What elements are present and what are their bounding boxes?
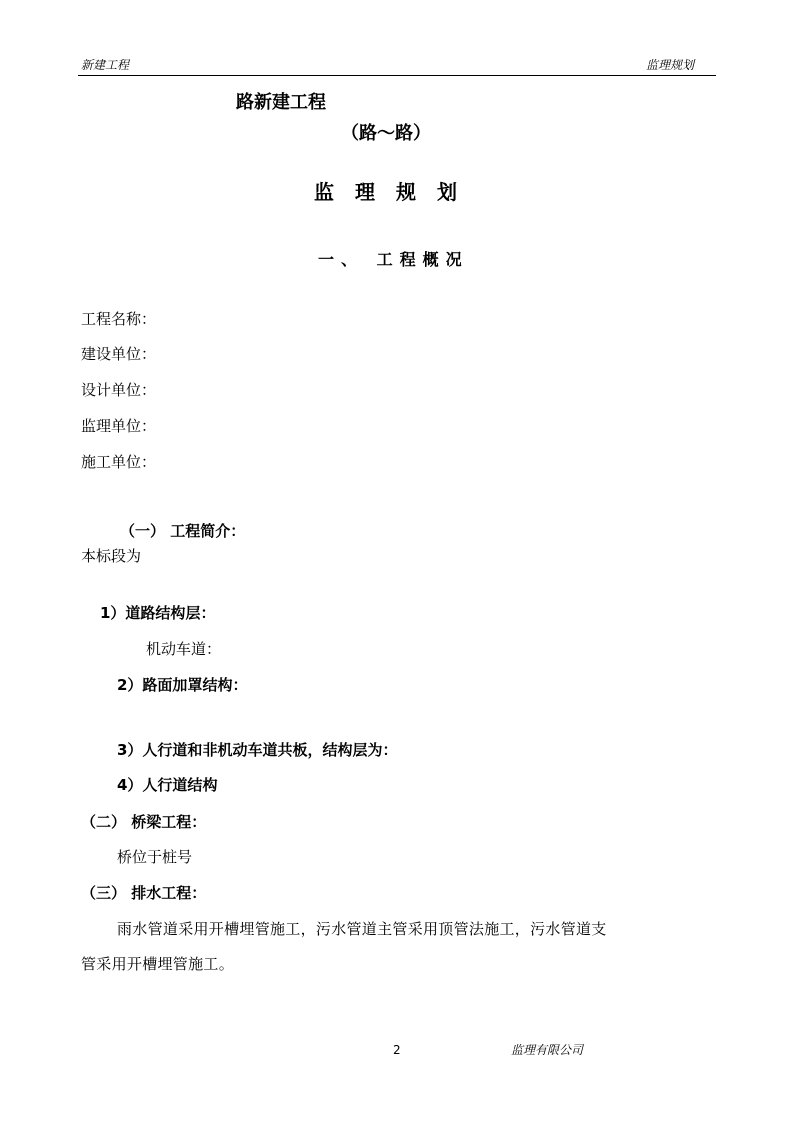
field-construction-unit: 建设单位： <box>81 345 157 363</box>
field-supervision-unit: 监理单位： <box>81 417 157 435</box>
header-right: 监理规划 <box>645 58 694 72</box>
field-builder-unit: 施工单位： <box>81 453 157 471</box>
item-overlay-structure: 2）路面加罩结构： <box>117 676 248 694</box>
header-rule <box>78 75 716 76</box>
field-design-unit: 设计单位： <box>81 381 157 399</box>
footer-company: 监理有限公司 <box>511 1043 584 1057</box>
document-title: 监理规划 <box>314 180 478 204</box>
title-line1: 路新建工程 <box>236 92 326 113</box>
subsection-heading-drainage: （三） 排水工程： <box>81 884 207 902</box>
drainage-paragraph-line2: 管采用开槽埋管施工。 <box>81 955 235 973</box>
page-number: 2 <box>393 1043 401 1057</box>
item-road-structure: 1）道路结构层： <box>100 604 216 622</box>
title-line2: （路～路） <box>341 123 431 144</box>
subsection-heading-intro: （一） 工程简介： <box>120 522 246 540</box>
drainage-paragraph-line1: 雨水管道采用开槽埋管施工，污水管道主管采用顶管法施工，污水管道支 <box>117 920 607 938</box>
field-project-name: 工程名称： <box>81 310 157 328</box>
header-left: 新建工程 <box>81 58 130 72</box>
section-heading-overview: 一、 工程概况 <box>318 250 469 269</box>
item-motor-lane: 机动车道： <box>146 640 222 658</box>
intro-text: 本标段为 <box>81 547 142 565</box>
item-sidewalk-shared: 3）人行道和非机动车道共板，结构层为： <box>117 741 398 759</box>
bridge-text: 桥位于桩号 <box>117 848 193 866</box>
item-sidewalk-structure: 4）人行道结构 <box>117 776 218 794</box>
subsection-heading-bridge: （二） 桥梁工程： <box>81 813 207 831</box>
